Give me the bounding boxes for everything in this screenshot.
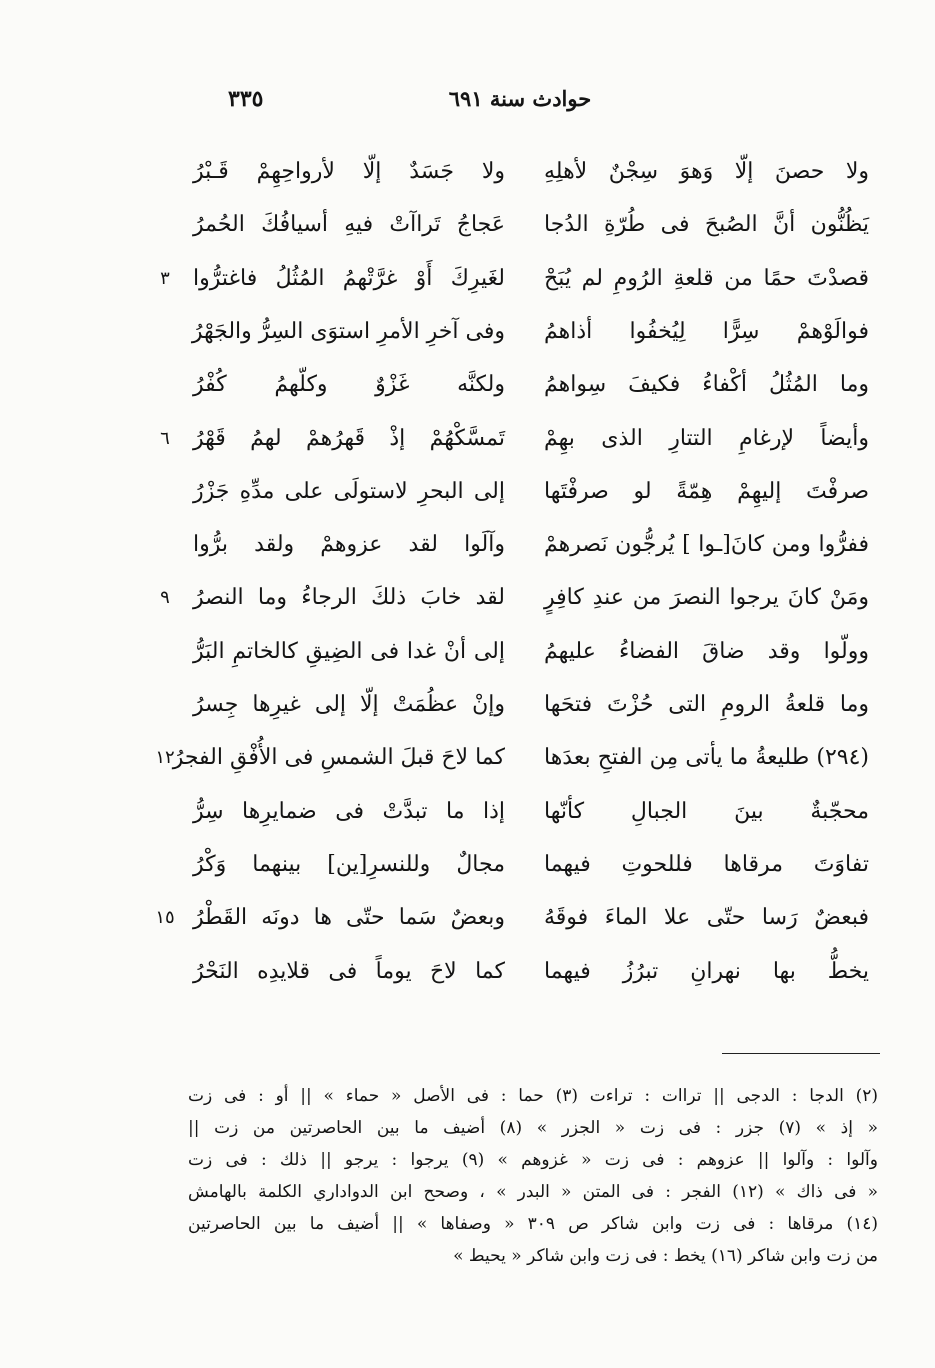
verse-first-hemistich: يخطُّ بها نهرانِ تبرُزُ فيهما xyxy=(544,958,869,984)
running-head: حوادث سنة ٦٩١ xyxy=(448,86,592,111)
verse-line xyxy=(0,578,935,618)
verse-line xyxy=(0,419,935,459)
verse-line xyxy=(0,152,935,192)
line-number: ٩ xyxy=(160,587,170,609)
line-number: ٦ xyxy=(160,427,170,449)
verse-line xyxy=(0,845,935,885)
verse-second-hemistich: وفى آخرِ الأمرِ استوَى السِرُّ والجَهْرُ xyxy=(191,318,505,344)
verse-first-hemistich: (٢٩٤) طليعةُ ما يأتى مِن الفتحِ بعدَها xyxy=(544,745,869,771)
verse-line xyxy=(0,898,935,938)
verse-second-hemistich: كما لاحَ يوماً فى قلايدِه النَحْرُ xyxy=(193,958,505,984)
verse-second-hemistich: مجالٌ وللنسرِ[ين] بينهما وَكْرُ xyxy=(193,851,505,877)
verse-second-hemistich: لقد خابَ ذلكَ الرجاءُ وما النصرُ xyxy=(193,585,505,611)
verse-second-hemistich: ولا جَسَدٌ إلّا لأرواحِهِمْ قَـبْرُ xyxy=(193,159,505,184)
footnote-line: (١٤) مرقاها : فى زت وابن شاكر ص ٣٠٩ « وصفاها » || أضيف ما بين الحاصرتين xyxy=(188,1214,879,1234)
verse-line xyxy=(0,312,935,352)
verse-first-hemistich: صرفْتَ إليهِمْ هِمّةً لو صرفْتَها xyxy=(544,478,869,504)
footnote-line: « فى ذاك » (١٢) الفجر : فى المتن « البدر » ، وصحح ابن الدواداري الكلمة بالهامش xyxy=(188,1182,878,1202)
verse-first-hemistich: وولّوا وقد ضاقَ الفضاءُ عليهمُ xyxy=(544,638,869,664)
verse-first-hemistich: وما المُثُلُ أكْفاءُ فكيفَ سِواهمُ xyxy=(544,372,869,398)
verse-line xyxy=(0,472,935,512)
verse-line xyxy=(0,685,935,725)
verse-first-hemistich: محجّبةٌ بينَ الجبالِ كأنّها xyxy=(544,798,869,824)
verse-second-hemistich: إذا ما تبدَّتْ فى ضمايرِها سِرُّ xyxy=(193,798,505,824)
verse-first-hemistich: يَظُنُّون أنَّ الصُبحَ فى طُرّةِ الدُجا xyxy=(544,212,869,238)
verse-second-hemistich: وبعضٌ سَما حتّى ها دونَه القَطْرُ xyxy=(193,905,505,931)
verse-line xyxy=(0,952,935,992)
verse-first-hemistich: ولا حصنَ إلّا وَهوَ سِجْنٌ لأهلِهِ xyxy=(544,159,869,184)
verse-first-hemistich: وما قلعةُ الرومِ التى حُزْتَ فتحَها xyxy=(544,692,869,717)
verse-line xyxy=(0,365,935,405)
verse-second-hemistich: وإنْ عظُمَتْ إلّا إلى غيرِها جِسرُ xyxy=(193,692,505,717)
verse-line xyxy=(0,259,935,299)
line-number: ١٥ xyxy=(155,907,175,929)
verse-second-hemistich: إلى أنْ غدا فى الضِيقِ كالخاتمِ البَرُّ xyxy=(193,638,505,664)
footnote-separator xyxy=(722,1053,880,1054)
footnote-line: من زت وابن شاكر (١٦) يخط : فى زت وابن شاكر « يحيط » xyxy=(453,1246,878,1266)
verse-first-hemistich: فوالَوْهمْ سِرًّا لِيُخفُوا أذاهمُ xyxy=(544,318,869,344)
verse-second-hemistich: كما لاحَ قبلَ الشمسِ فى الأُفْقِ الفجرُ xyxy=(172,745,505,771)
verse-first-hemistich: وأيضاً لإرغامِ التتارِ الذى بهِمْ xyxy=(544,425,869,451)
verse-second-hemistich: عَجاجُ تَراآتْ فيهِ أسيافُكَ الحُمرُ xyxy=(193,212,505,238)
line-number: ٣ xyxy=(160,267,170,289)
verse-line xyxy=(0,632,935,672)
footnotes xyxy=(188,1080,878,1272)
page-number: ٣٣٥ xyxy=(228,86,264,112)
verse-second-hemistich: وآلَوا لقد عزوهمْ ولقد برُّوا xyxy=(193,532,505,558)
verse-first-hemistich: قصدْتَ حمًا من قلعةِ الرُومِ لم يُبَحْ xyxy=(544,265,869,291)
verse-line xyxy=(0,525,935,565)
verse-first-hemistich: ففرُّوا ومن كانَ[ـوا ] يُرجُّون نَصرهمْ xyxy=(544,532,869,558)
verse-second-hemistich: ولكنَّه غَزْوٌ وكلّهمُ كُفْرُ xyxy=(193,372,505,398)
verse-first-hemistich: فبعضٌ رَسا حتّى علا الماءَ فوقَهُ xyxy=(544,905,869,931)
verse-first-hemistich: ومَنْ كانَ يرجوا النصرَ من عندِ كافِرٍ xyxy=(544,585,869,611)
verse-second-hemistich: إلى البحرِ لاستولَى على مدِّهِ جَزْرُ xyxy=(193,478,505,504)
verse-line xyxy=(0,205,935,245)
verse-line xyxy=(0,792,935,832)
footnote-line: وآلوا : وآلوا || عزوهم : فى زت « غزوهم » (٩) يرجوا : يرجو || ذلك : فى زت xyxy=(188,1150,878,1170)
verse-line xyxy=(0,738,935,778)
line-number: ١٢ xyxy=(155,747,175,769)
verse-second-hemistich: تَمسَّكْهُمْ إذْ قَهرُهمْ لهمُ قَهْرُ xyxy=(193,425,505,451)
verse-first-hemistich: تفاوَتَ مرقاها فللحوتِ فيهما xyxy=(544,851,869,877)
footnote-line: « إذ » (٧) جزر : فى زت « الجزر » (٨) أضيف ما بين الحاصرتين من زت || xyxy=(188,1118,878,1138)
verse-second-hemistich: لغَيرِكَ أَوْ غرَّتْهمُ المُثُلُ فاغترُّوا xyxy=(193,265,505,291)
footnote-line: (٢) الدجا : الدجى || تراات : تراءت (٣) حما : فى الأصل « حماء » || أو : فى زت xyxy=(188,1086,878,1106)
